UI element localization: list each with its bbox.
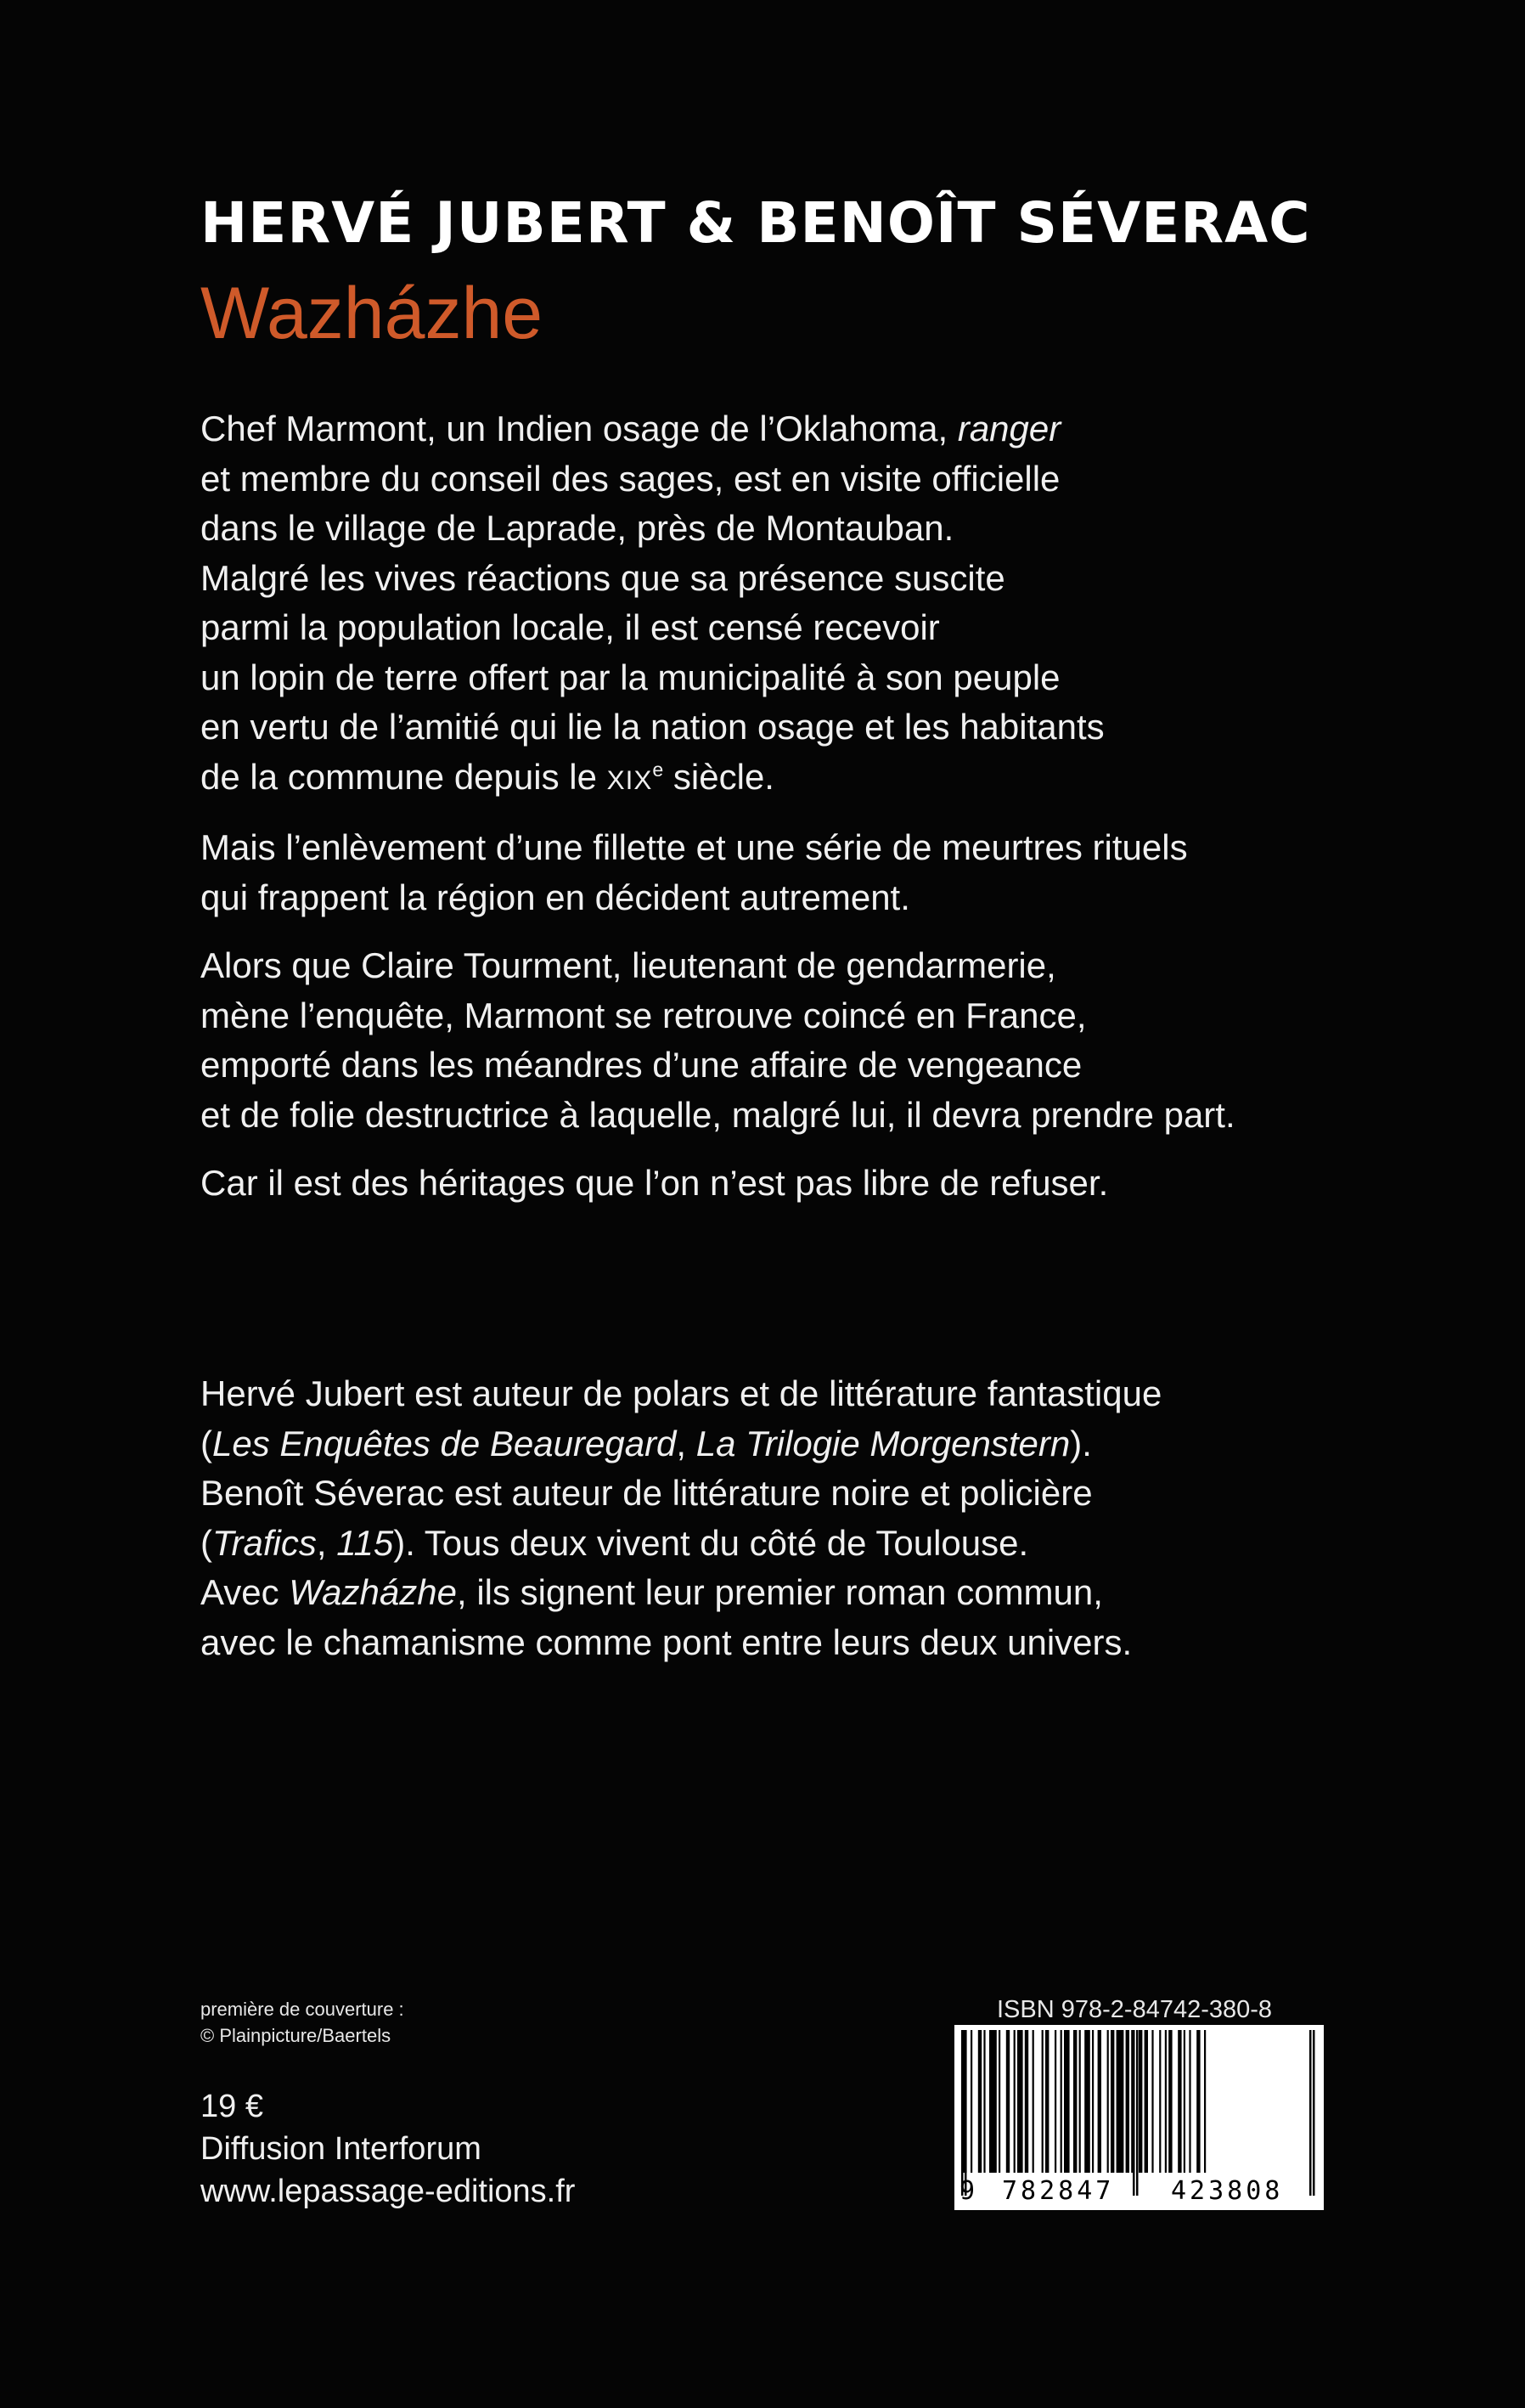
synopsis-text: Chef Marmont, un Indien osage de l’Oklahoma, (200, 409, 958, 448)
synopsis-line (200, 753, 1355, 805)
cover-credit (200, 1996, 404, 2049)
barcode-bar (1196, 2030, 1200, 2173)
barcode-guard-bar (965, 2030, 967, 2196)
barcode-bar (1111, 2030, 1114, 2173)
barcode-bar (999, 2030, 1000, 2173)
synopsis-paragraph-3 (200, 941, 1355, 1140)
barcode-bar (1184, 2030, 1185, 2173)
barcode-bar (1073, 2030, 1077, 2173)
bio-text: ( (200, 1423, 212, 1463)
synopsis-line: Car il est des héritages que l’on n’est pas libre de refuser. (200, 1163, 1109, 1203)
barcode-bar (1145, 2030, 1148, 2173)
book-reference: Les Enquêtes de Beauregard (212, 1423, 677, 1463)
century-numeral: XIX (606, 764, 653, 795)
barcode-guard-bar (1133, 2030, 1135, 2196)
bio-text: ). (1070, 1423, 1092, 1463)
bio-text: ( (200, 1522, 212, 1563)
synopsis (200, 404, 1355, 1227)
synopsis-line: un lopin de terre offert par la municipalité à son peuple (200, 657, 1061, 697)
authors-heading: HERVÉ JUBERT & BENOÎT SÉVERAC (200, 190, 1311, 256)
synopsis-paragraph-4 (200, 1159, 1355, 1209)
barcode-bar (1107, 2030, 1109, 2173)
barcode-digits-left: 782847 (1002, 2176, 1115, 2206)
century-superscript: e (652, 758, 664, 781)
price: 19 € (200, 2089, 263, 2124)
barcode-bar (1064, 2030, 1070, 2173)
barcode-bar (1178, 2030, 1181, 2173)
barcode-bar (1014, 2030, 1016, 2173)
synopsis-line: et de folie destructrice à laquelle, malgré lui, il devra prendre part. (200, 1094, 1235, 1135)
barcode-bar (1159, 2030, 1161, 2173)
synopsis-line: et membre du conseil des sages, est en visite officielle (200, 458, 1061, 499)
barcode-bar (971, 2030, 972, 2173)
synopsis-line: parmi la population locale, il est censé recevoir (200, 607, 940, 647)
barcode-bar (1168, 2030, 1172, 2173)
barcode-guard-bar (1136, 2030, 1139, 2196)
book-reference: La Trilogie Morgenstern (695, 1423, 1071, 1463)
book-title: Wazházhe (200, 273, 543, 354)
distributor: Diffusion Interforum (200, 2131, 481, 2167)
barcode-digits-right: 423808 (1171, 2176, 1284, 2206)
book-reference: Trafics (212, 1522, 317, 1563)
bio-line: Hervé Jubert est auteur de polars et de littérature fantastique (200, 1373, 1162, 1413)
barcode (954, 2025, 1324, 2210)
barcode-guard-bar (961, 2030, 964, 2196)
synopsis-line: Alors que Claire Tourment, lieutenant de gendarmerie, (200, 945, 1056, 985)
barcode-bar (1204, 2030, 1206, 2173)
synopsis-line: mène l’enquête, Marmont se retrouve coincé en France, (200, 995, 1087, 1035)
synopsis-paragraph-2 (200, 823, 1355, 922)
publisher-info (200, 2085, 575, 2213)
synopsis-text: de la commune depuis le (200, 756, 607, 797)
website: www.lepassage-editions.fr (200, 2174, 576, 2209)
barcode-bar (1006, 2030, 1010, 2173)
barcode-bar (1117, 2030, 1124, 2173)
bio-text: Avec (200, 1572, 290, 1612)
book-reference: 115 (336, 1522, 394, 1563)
bio-line (200, 1568, 1389, 1618)
bio-text: , (676, 1423, 696, 1463)
synopsis-line: Mais l’enlèvement d’une fillette et une série de meurtres rituels (200, 827, 1188, 867)
bio-line (200, 1419, 1389, 1469)
bio-text: , ils signent leur premier roman commun, (456, 1572, 1103, 1612)
barcode-bar (1017, 2030, 1023, 2173)
synopsis-line (200, 404, 1355, 454)
bio-line: avec le chamanisme comme pont entre leurs deux univers. (200, 1621, 1133, 1662)
credit-line-1: première de couverture : (200, 1999, 404, 2020)
synopsis-line: dans le village de Laprade, près de Montauban. (200, 508, 954, 548)
synopsis-line: en vertu de l’amitié qui lie la nation osage et les habitants (200, 707, 1105, 747)
barcode-bar (1042, 2030, 1044, 2173)
bio-text: ). Tous deux vivent du côté de Toulouse. (393, 1522, 1029, 1563)
synopsis-italic-word: ranger (957, 409, 1061, 448)
synopsis-paragraph-1 (200, 404, 1355, 804)
barcode-bar (978, 2030, 982, 2173)
barcode-bar (1151, 2030, 1153, 2173)
isbn-label: ISBN 978-2-84742-380-8 (997, 1996, 1273, 2023)
barcode-digit-first: 9 (959, 2176, 979, 2206)
credit-line-2: © Plainpicture/Baertels (200, 2025, 391, 2046)
author-bio (200, 1369, 1389, 1667)
barcode-bar (1126, 2030, 1129, 2173)
barcode-guard-bar (1309, 2030, 1312, 2196)
bio-line (200, 1519, 1389, 1569)
barcode-bar (1033, 2030, 1034, 2173)
bio-text: , (316, 1522, 337, 1563)
barcode-bar (1165, 2030, 1167, 2173)
barcode-bar (1025, 2030, 1028, 2173)
barcode-bar (1079, 2030, 1081, 2173)
bio-line: Benoît Séverac est auteur de littérature noire et policière (200, 1473, 1093, 1513)
barcode-bar (1139, 2030, 1142, 2173)
barcode-bar (1092, 2030, 1094, 2173)
barcode-bar (1061, 2030, 1062, 2173)
synopsis-text: siècle. (663, 756, 774, 797)
barcode-bar (1045, 2030, 1049, 2173)
barcode-bar (989, 2030, 997, 2173)
synopsis-line: emporté dans les méandres d’une affaire de vengeance (200, 1045, 1083, 1085)
synopsis-line: qui frappent la région en décident autrement. (200, 877, 910, 917)
barcode-guard-bar (1313, 2030, 1315, 2196)
barcode-bar (983, 2030, 985, 2173)
barcode-bar (1055, 2030, 1056, 2173)
barcode-bar (1098, 2030, 1101, 2173)
synopsis-line: Malgré les vives réactions que sa présence suscite (200, 557, 1005, 598)
barcode-bar (1084, 2030, 1090, 2173)
barcode-bar (1189, 2030, 1190, 2173)
book-reference: Wazházhe (289, 1572, 457, 1612)
